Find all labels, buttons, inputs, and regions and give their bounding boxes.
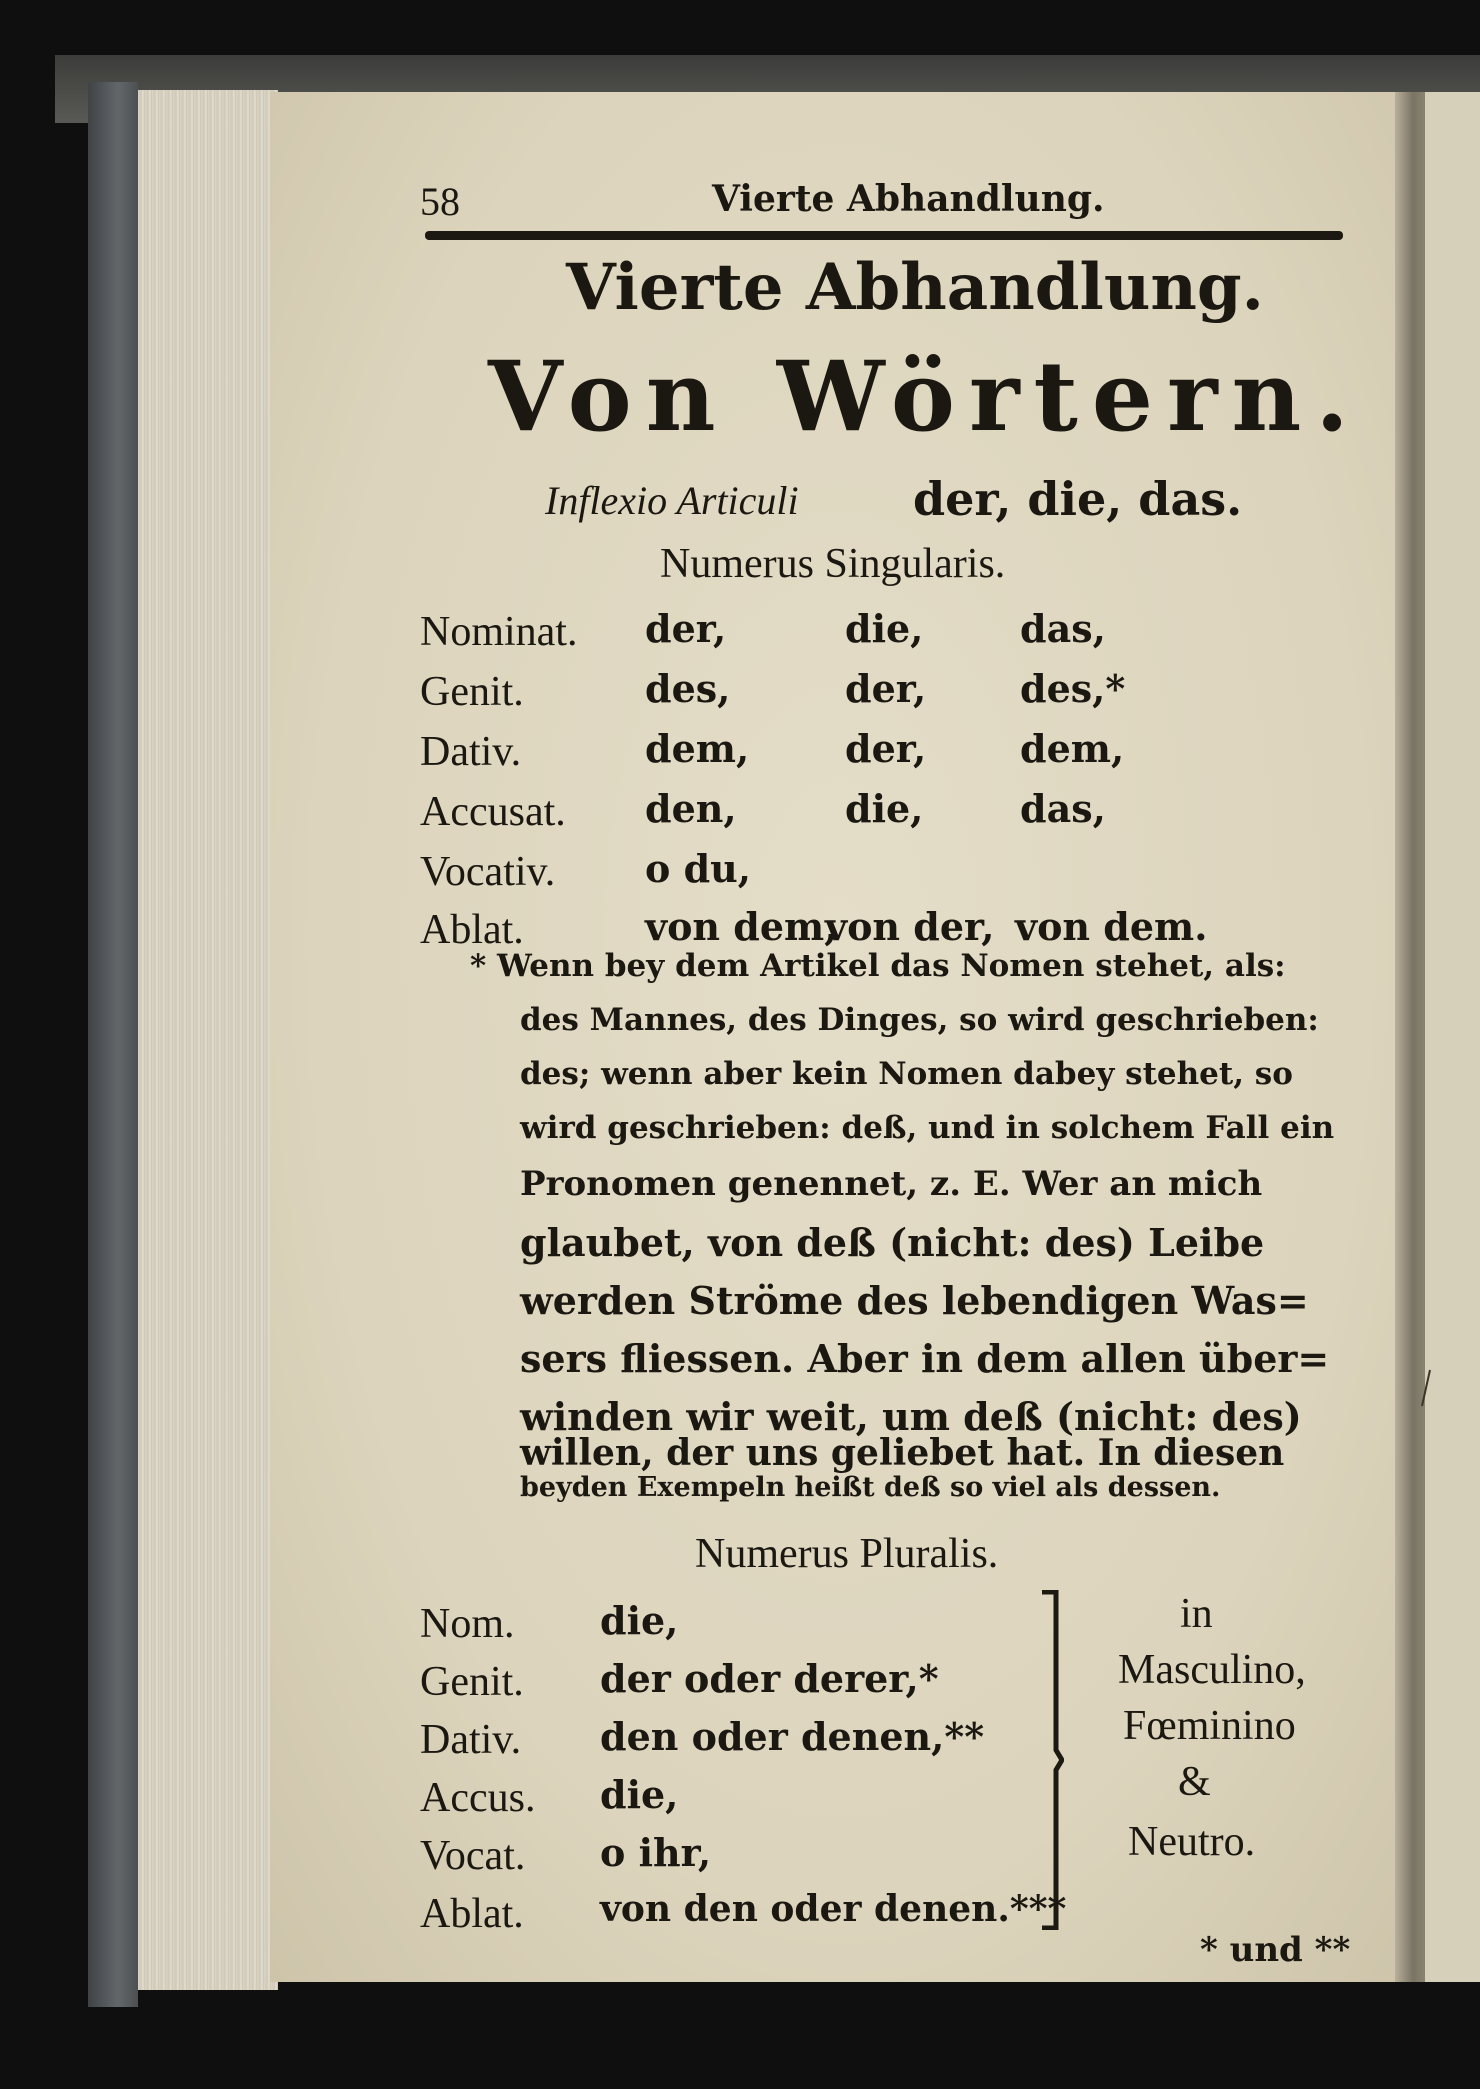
footnote-line: sers fliessen. Aber in dem allen über= <box>520 1336 1330 1381</box>
plural-heading: Numerus Pluralis. <box>695 1531 999 1577</box>
footnote-line: wird geschrieben: deß, und in solchem Fall ein <box>520 1110 1335 1146</box>
case-label: Ablat. <box>420 1891 524 1937</box>
bracket <box>1040 1590 1064 1930</box>
footnote-line: des; wenn aber kein Nomen dabey stehet, so <box>520 1056 1293 1092</box>
masculine-form: dem, <box>645 726 750 771</box>
case-label: Vocat. <box>420 1833 526 1879</box>
margin-mark <box>1418 1368 1434 1408</box>
gender-label: in <box>1180 1591 1213 1637</box>
footnote-line: Pronomen genennet, z. E. Wer an mich <box>520 1164 1263 1204</box>
masculine-form: der, <box>645 606 727 651</box>
footnote-line: winden wir weit, um deß (nicht: des) <box>520 1394 1302 1439</box>
feminine-form: die, <box>845 786 924 831</box>
neuter-form: das, <box>1020 606 1106 651</box>
header-rule <box>425 231 1343 240</box>
page-number: 58 <box>420 179 460 224</box>
neuter-form: dem, <box>1020 726 1125 771</box>
gender-label: Neutro. <box>1128 1819 1256 1865</box>
case-label: Accus. <box>420 1775 536 1821</box>
footnote-line: willen, der uns geliebet hat. In diesen <box>520 1432 1285 1474</box>
footnote-line: * Wenn bey dem Artikel das Nomen stehet, als: <box>470 948 1286 984</box>
gender-label: Fœminino <box>1123 1703 1296 1749</box>
masculine-form: des, <box>645 666 731 711</box>
feminine-form: die, <box>845 606 924 651</box>
footnote-line: werden Ströme des lebendigen Was= <box>520 1278 1309 1323</box>
masculine-form: o du, <box>645 846 752 891</box>
page-title: Von Wörtern. <box>488 340 1363 453</box>
footnote-line: des Mannes, des Dinges, so wird geschrieben: <box>520 1002 1319 1038</box>
case-label: Accusat. <box>420 789 566 835</box>
feminine-form: von der, <box>825 904 995 949</box>
plural-form: den oder denen,** <box>600 1714 985 1759</box>
case-label: Dativ. <box>420 729 522 775</box>
plural-form: von den oder denen.*** <box>600 1888 1067 1930</box>
gender-label: & <box>1178 1759 1211 1805</box>
neuter-form: von dem. <box>1015 904 1208 949</box>
neuter-form: des,* <box>1020 666 1126 711</box>
footnote-line: beyden Exempeln heißt deß so viel als dessen. <box>520 1472 1221 1503</box>
case-label: Nominat. <box>420 609 578 655</box>
case-label: Ablat. <box>420 907 524 953</box>
plural-form: der oder derer,* <box>600 1656 939 1701</box>
feminine-form: der, <box>845 726 927 771</box>
feminine-form: der, <box>845 666 927 711</box>
chapter-heading: Vierte Abhandlung. <box>566 250 1264 325</box>
case-label: Vocativ. <box>420 849 556 895</box>
plural-form: die, <box>600 1772 679 1817</box>
singular-heading: Numerus Singularis. <box>660 541 1006 587</box>
masculine-form: von dem, <box>645 904 838 949</box>
case-label: Dativ. <box>420 1717 522 1763</box>
subtitle-latin: Inflexio Articuli <box>545 478 799 523</box>
neuter-form: das, <box>1020 786 1106 831</box>
plural-form: o ihr, <box>600 1830 712 1875</box>
gender-label: Masculino, <box>1118 1647 1306 1693</box>
masculine-form: den, <box>645 786 737 831</box>
running-head: Vierte Abhandlung. <box>712 178 1105 220</box>
subtitle-articles: der, die, das. <box>913 472 1243 526</box>
footnote-line: glaubet, von deß (nicht: des) Leibe <box>520 1220 1265 1265</box>
case-label: Nom. <box>420 1601 515 1647</box>
case-label: Genit. <box>420 1659 524 1705</box>
case-label: Genit. <box>420 669 524 715</box>
catchword: * und ** <box>1200 1930 1351 1970</box>
plural-form: die, <box>600 1598 679 1643</box>
